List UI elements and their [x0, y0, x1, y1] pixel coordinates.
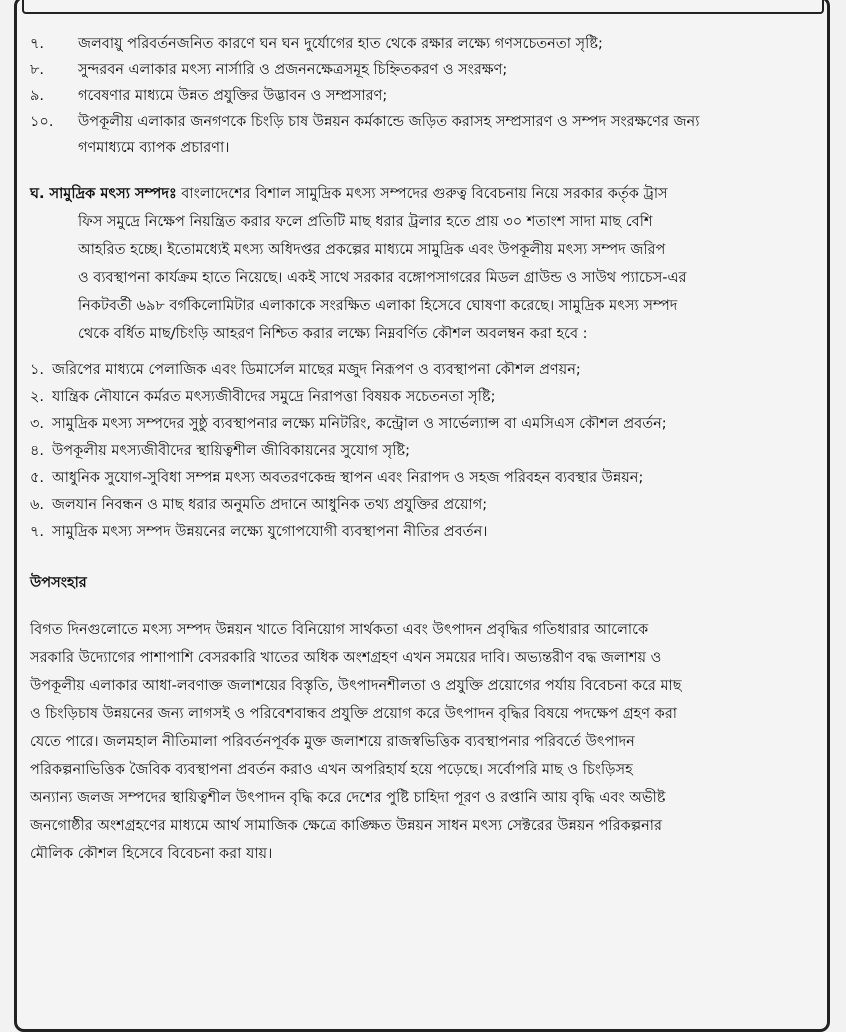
list-item — [30, 60, 820, 80]
list-number: ২. — [30, 389, 45, 405]
paragraph-line: ও ব্যবস্থাপনা কার্যক্রম হাতে নিয়েছে। একই সাথে সরকার বঙ্গোপসাগরের মিডল গ্রাউন্ড ও সাউথ প্যাচেস-এর — [78, 270, 687, 286]
list-item — [30, 387, 820, 407]
list-text: উপকূলীয় এলাকার জনগণকে চিংড়ি চাষ উন্নয়ন কর্মকান্ডে জড়িত করাসহ সম্প্রসারণ ও সম্পদ সংরক্ষণের জন্য — [78, 114, 700, 130]
paragraph-line: যেতে পারে। জলমহাল নীতিমালা পরিবর্তনপূর্বক মুক্ত জলাশয়ে রাজস্বভিত্তিক ব্যবস্থাপনার পরিবর্তে উৎপাদন — [30, 734, 635, 750]
list-text: সামুদ্রিক মৎস্য সম্পদের সুষ্ঠু ব্যবস্থাপনার লক্ষ্যে মনিটরিং, কন্ট্রোল ও সার্ভেল্যান্স বা এমসিএস কৌশল প্রবর্তন; — [52, 416, 667, 432]
list-item — [30, 414, 820, 434]
list-item — [30, 34, 820, 54]
list-text: জলযান নিবন্ধন ও মাছ ধরার অনুমতি প্রদানে আধুনিক তথ্য প্রযুক্তির প্রয়োগ; — [52, 497, 488, 513]
list-continued — [30, 34, 820, 158]
paragraph-line: উপকূলীয় এলাকার আধা-লবণাক্ত জলাশয়ের বিস্তৃতি, উৎপাদনশীলতা ও প্রযুক্তি প্রয়োগের পর্যায় বিবেচনা করে মাছ — [30, 678, 682, 694]
list-text: সুন্দরবন এলাকার মৎস্য নার্সারি ও প্রজননক্ষেত্রসমূহ চিহ্নিতকরণ ও সংরক্ষণ; — [78, 62, 508, 78]
paragraph-line: জনগোষ্ঠীর অংশগ্রহণের মাধ্যমে আর্থ সামাজিক ক্ষেত্রে কাঙ্ক্ষিত উন্নয়ন সাধন মৎস্য সেক্টরের উন্নয়ন পরিকল্পনার — [30, 818, 662, 834]
list-item — [30, 441, 820, 461]
paragraph-line: অন্যান্য জলজ সম্পদের স্থায়িত্বশীল উৎপাদন বৃদ্ধি করে দেশের পুষ্টি চাহিদা পূরণ ও রপ্তানি আয় বৃদ্ধি এবং অভীষ্ট — [30, 790, 666, 806]
paragraph-line: নিকটবর্তী ৬৯৮ বর্গকিলোমিটার এলাকাকে সংরক্ষিত এলাকা হিসেবে ঘোষণা করেছে। সামুদ্রিক মৎস্য সম্পদ — [78, 298, 678, 314]
paragraph-line: থেকে বর্ধিত মাছ/চিংড়ি আহরণ নিশ্চিত করার লক্ষ্যে নিম্নবর্ণিত কৌশল অবলম্বন করা হবে : — [78, 326, 588, 342]
list-number: ১. — [30, 362, 45, 378]
conclusion-paragraph — [30, 616, 820, 868]
list-text: যান্ত্রিক নৌযানে কর্মরত মৎস্যজীবীদের সমুদ্রে নিরাপত্তা বিষয়ক সচেতনতা সৃষ্টি; — [52, 389, 496, 405]
conclusion-heading: উপসংহার — [30, 575, 87, 591]
list-number: ৯. — [30, 88, 45, 104]
list-number: ৮. — [30, 62, 45, 78]
paragraph-line: মৌলিক কৌশল হিসেবে বিবেচনা করা যায়। — [30, 846, 273, 862]
list-number: ১০. — [30, 114, 54, 130]
paragraph-line: সরকারি উদ্যোগের পাশাপাশি বেসরকারি খাতের অধিক অংশগ্রহণ এখন সময়ের দাবি। অভ্যন্তরীণ বদ্ধ জলাশয় ও — [30, 650, 662, 666]
list-text: জলবায়ু পরিবর্তনজনিত কারণে ঘন ঘন দুর্যোগের হাত থেকে রক্ষার লক্ষ্যে গণসচেতনতা সৃষ্টি; — [78, 36, 603, 52]
list-number: ৭. — [30, 36, 45, 52]
list-number: ৫. — [30, 470, 45, 486]
paragraph-line: বিগত দিনগুলোতে মৎস্য সম্পদ উন্নয়ন খাতে বিনিয়োগ সার্থকতা এবং উৎপাদন প্রবৃদ্ধির গতিধারার আলোকে — [30, 622, 649, 638]
list-text: সামুদ্রিক মৎস্য সম্পদ উন্নয়নের লক্ষ্যে যুগোপযোগী ব্যবস্থাপনা নীতির প্রবর্তন। — [52, 524, 488, 540]
list-item — [30, 112, 820, 158]
paragraph-line: পরিকল্পনাভিত্তিক জৈবিক ব্যবস্থাপনা প্রবর্তন করাও এখন অপরিহার্য হয়ে পড়েছে। সর্বোপরি মাছ ও চিংড়িসহ — [30, 762, 633, 778]
marine-fisheries-section — [30, 180, 820, 348]
list-item — [30, 495, 820, 515]
list-item — [30, 522, 820, 542]
list-text-continued: গণমাধ্যমে ব্যাপক প্রচারণা। — [78, 140, 230, 156]
list-item — [30, 468, 820, 488]
paragraph-line: বাংলাদেশের বিশাল সামুদ্রিক মৎস্য সম্পদের গুরুত্ব বিবেচনায় নিয়ে সরকার কর্তৃক ট্রাস — [181, 186, 668, 202]
section-heading: ঘ. সামুদ্রিক মৎস্য সম্পদঃ — [30, 186, 177, 202]
list-text: আধুনিক সুযোগ-সুবিধা সম্পন্ন মৎস্য অবতরণকেন্দ্র স্থাপন এবং নিরাপদ ও সহজ পরিবহন ব্যবস্থার উন্নয়ন; — [52, 470, 644, 486]
list-item — [30, 360, 820, 380]
list-item — [30, 86, 820, 106]
list-number: ৩. — [30, 416, 45, 432]
document-body — [30, 30, 820, 868]
paragraph-line: ও চিংড়িচাষ উন্নয়নের জন্য লাগসই ও পরিবেশবান্ধব প্রযুক্তি প্রয়োগ করে উৎপাদন বৃদ্ধির বিষয়ে পদক্ষেপ গ্রহণ করা — [30, 706, 678, 722]
list-number: ৭. — [30, 524, 45, 540]
list-number: ৪. — [30, 443, 45, 459]
top-box-edge — [22, 0, 824, 14]
strategy-list — [30, 360, 820, 542]
list-text: গবেষণার মাধ্যমে উন্নত প্রযুক্তির উদ্ভাবন ও সম্প্রসারণ; — [78, 88, 388, 104]
paragraph-line: ফিস সমুদ্রে নিক্ষেপ নিয়ন্ত্রিত করার ফলে প্রতিটি মাছ ধরার ট্রলার হতে প্রায় ৩০ শতাংশ সাদা মাছ বেশি — [78, 214, 653, 230]
list-text: উপকূলীয় মৎস্যজীবীদের স্থায়িত্বশীল জীবিকায়নের সুযোগ সৃষ্টি; — [52, 443, 410, 459]
paragraph-line: আহরিত হচ্ছে। ইতোমধ্যেই মৎস্য অধিদপ্তর প্রকল্পের মাধ্যমে সামুদ্রিক এবং উপকূলীয় মৎস্য সম্পদ জরিপ — [78, 242, 666, 258]
list-number: ৬. — [30, 497, 45, 513]
list-text: জরিপের মাধ্যমে পেলাজিক এবং ডিমার্সেল মাছের মজুদ নিরূপণ ও ব্যবস্থাপনা কৌশল প্রণয়ন; — [52, 362, 581, 378]
